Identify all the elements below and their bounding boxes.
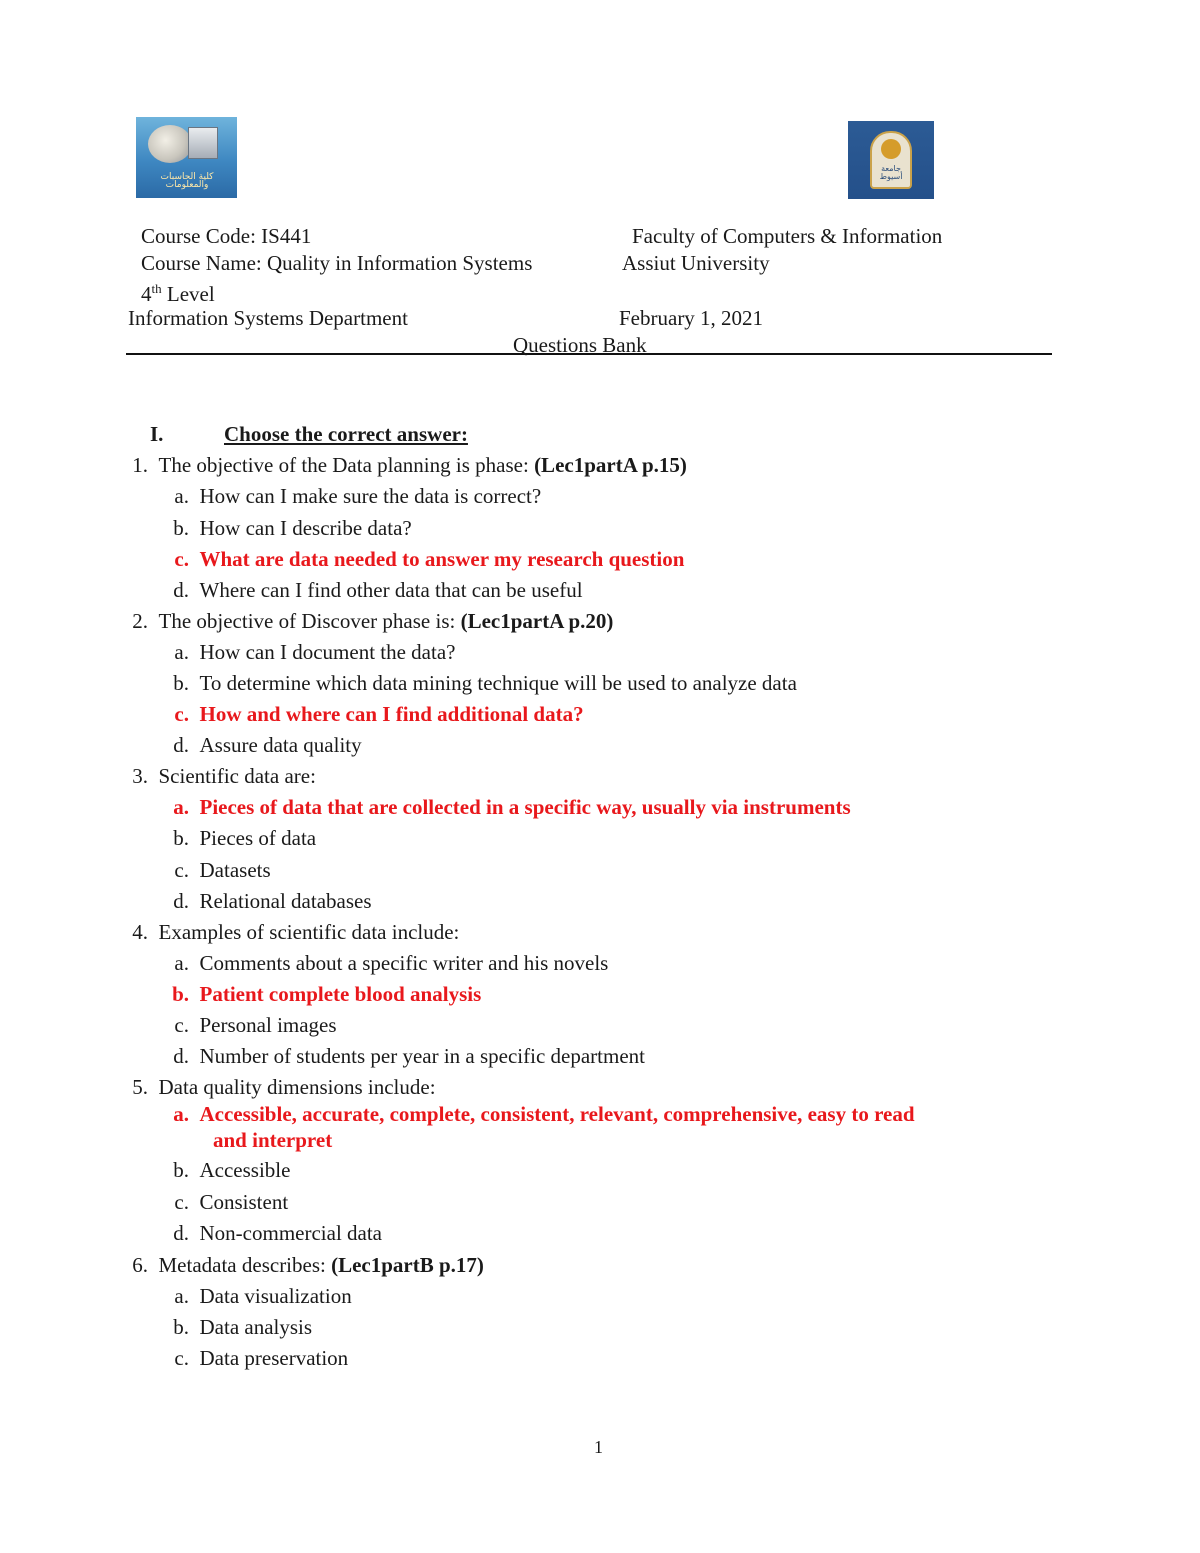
level-suffix: th — [151, 281, 162, 296]
option-text: What are data needed to answer my research question — [199, 547, 685, 571]
option-6a — [165, 1284, 352, 1308]
option-4b-correct — [165, 982, 481, 1006]
option-letter: c. — [174, 1190, 189, 1214]
question-text: Examples of scientific data include: — [158, 920, 460, 944]
option-text: How and where can I find additional data? — [199, 702, 584, 726]
lecture-reference: (Lec1partA p.20) — [460, 609, 614, 633]
question-text: The objective of Discover phase is: — [158, 609, 461, 633]
option-letter: c. — [174, 858, 189, 882]
option-letter: b. — [173, 826, 189, 850]
option-text: Comments about a specific writer and his novels — [199, 951, 609, 975]
question-5 — [124, 1075, 436, 1099]
option-letter: c. — [174, 1346, 189, 1370]
option-letter: a. — [174, 640, 189, 664]
document-title: Questions Bank — [513, 333, 647, 357]
option-1c-correct — [165, 547, 684, 571]
option-2b — [165, 671, 797, 695]
option-letter: b. — [173, 671, 189, 695]
option-letter: b. — [173, 1315, 189, 1339]
option-text: Consistent — [199, 1190, 289, 1214]
option-text: Pieces of data that are collected in a specific way, usually via instruments — [199, 795, 851, 819]
exam-date: February 1, 2021 — [619, 306, 764, 330]
faculty-logo-text: كلية الحاسبات والمعلومات — [160, 172, 214, 190]
sun-emblem — [881, 139, 901, 159]
question-text: The objective of the Data planning is phase: — [158, 453, 535, 477]
course-level — [141, 277, 215, 306]
lecture-reference: (Lec1partB p.17) — [331, 1253, 484, 1277]
globe-icon — [148, 125, 192, 163]
option-2a — [165, 640, 455, 664]
option-2c-correct — [165, 702, 584, 726]
option-3c — [165, 858, 271, 882]
option-text: Where can I find other data that can be useful — [199, 578, 583, 602]
question-number: 6. — [132, 1253, 148, 1277]
option-text: How can I document the data? — [199, 640, 456, 664]
question-number: 1. — [132, 453, 148, 477]
department: Information Systems Department — [128, 306, 408, 330]
option-3d — [165, 889, 372, 913]
option-letter: d. — [173, 1044, 189, 1068]
option-4d — [165, 1044, 645, 1068]
option-3b — [165, 826, 316, 850]
option-letter: b. — [172, 982, 189, 1006]
option-1a — [165, 484, 541, 508]
question-3 — [124, 764, 316, 788]
option-6c — [165, 1346, 348, 1370]
option-1d — [165, 578, 583, 602]
question-text: Data quality dimensions include: — [158, 1075, 436, 1099]
section-title: Choose the correct answer: — [224, 422, 468, 446]
option-text: Personal images — [199, 1013, 337, 1037]
course-name: Course Name: Quality in Information Systems — [141, 251, 533, 275]
option-3a-correct — [165, 795, 851, 819]
option-letter: a. — [174, 1284, 189, 1308]
option-text: Relational databases — [199, 889, 372, 913]
option-text: How can I make sure the data is correct? — [199, 484, 542, 508]
option-text: How can I describe data? — [199, 516, 412, 540]
level-number: 4 — [141, 282, 152, 306]
option-4a — [165, 951, 608, 975]
option-text: Assure data quality — [199, 733, 362, 757]
question-4 — [124, 920, 459, 944]
section-numeral: I. — [150, 422, 164, 446]
option-6b — [165, 1315, 312, 1339]
option-letter: d. — [173, 1221, 189, 1245]
option-text: Pieces of data — [199, 826, 317, 850]
option-letter: b. — [173, 516, 189, 540]
option-text: Accessible — [199, 1158, 291, 1182]
option-text: To determine which data mining technique will be used to analyze data — [199, 671, 797, 695]
option-2d — [165, 733, 362, 757]
option-5d — [165, 1221, 382, 1245]
university-name: Assiut University — [622, 251, 770, 275]
option-letter: d. — [173, 733, 189, 757]
computer-icon — [188, 127, 218, 159]
question-number: 5. — [132, 1075, 148, 1099]
option-text: Accessible, accurate, complete, consistent, relevant, comprehensive, easy to read — [199, 1102, 915, 1126]
option-letter: a. — [173, 795, 189, 819]
question-text: Scientific data are: — [158, 764, 316, 788]
question-2 — [124, 609, 613, 633]
option-letter: c. — [174, 702, 189, 726]
university-logo-text: جامعة أسيوط — [879, 164, 903, 181]
option-text: Data preservation — [199, 1346, 349, 1370]
option-1b — [165, 516, 412, 540]
option-letter: a. — [173, 1102, 189, 1126]
option-4c — [165, 1013, 337, 1037]
question-number: 2. — [132, 609, 148, 633]
lecture-reference: (Lec1partA p.15) — [534, 453, 687, 477]
faculty-name: Faculty of Computers & Information — [632, 224, 943, 248]
option-letter: d. — [173, 889, 189, 913]
course-code: Course Code: IS441 — [141, 224, 312, 248]
faculty-logo — [136, 117, 237, 198]
option-letter: b. — [173, 1158, 189, 1182]
option-letter: d. — [173, 578, 189, 602]
option-letter: a. — [174, 484, 189, 508]
question-number: 3. — [132, 764, 148, 788]
option-letter: c. — [174, 1013, 189, 1037]
option-5a-correct — [165, 1102, 915, 1126]
option-text: Datasets — [199, 858, 271, 882]
option-letter: a. — [174, 951, 189, 975]
option-text: Patient complete blood analysis — [199, 982, 482, 1006]
option-5a-continued: and interpret — [213, 1128, 333, 1152]
option-text: Data analysis — [199, 1315, 313, 1339]
option-text: Data visualization — [199, 1284, 352, 1308]
option-5c — [165, 1190, 288, 1214]
university-logo — [848, 121, 934, 199]
question-text: Metadata describes: — [158, 1253, 332, 1277]
question-6 — [124, 1253, 484, 1277]
page-number: 1 — [594, 1437, 603, 1457]
option-letter: c. — [174, 547, 189, 571]
option-text: Number of students per year in a specific department — [199, 1044, 646, 1068]
question-1 — [124, 453, 687, 477]
level-word: Level — [161, 282, 215, 306]
option-5b — [165, 1158, 290, 1182]
option-text: Non-commercial data — [199, 1221, 382, 1245]
question-number: 4. — [132, 920, 148, 944]
